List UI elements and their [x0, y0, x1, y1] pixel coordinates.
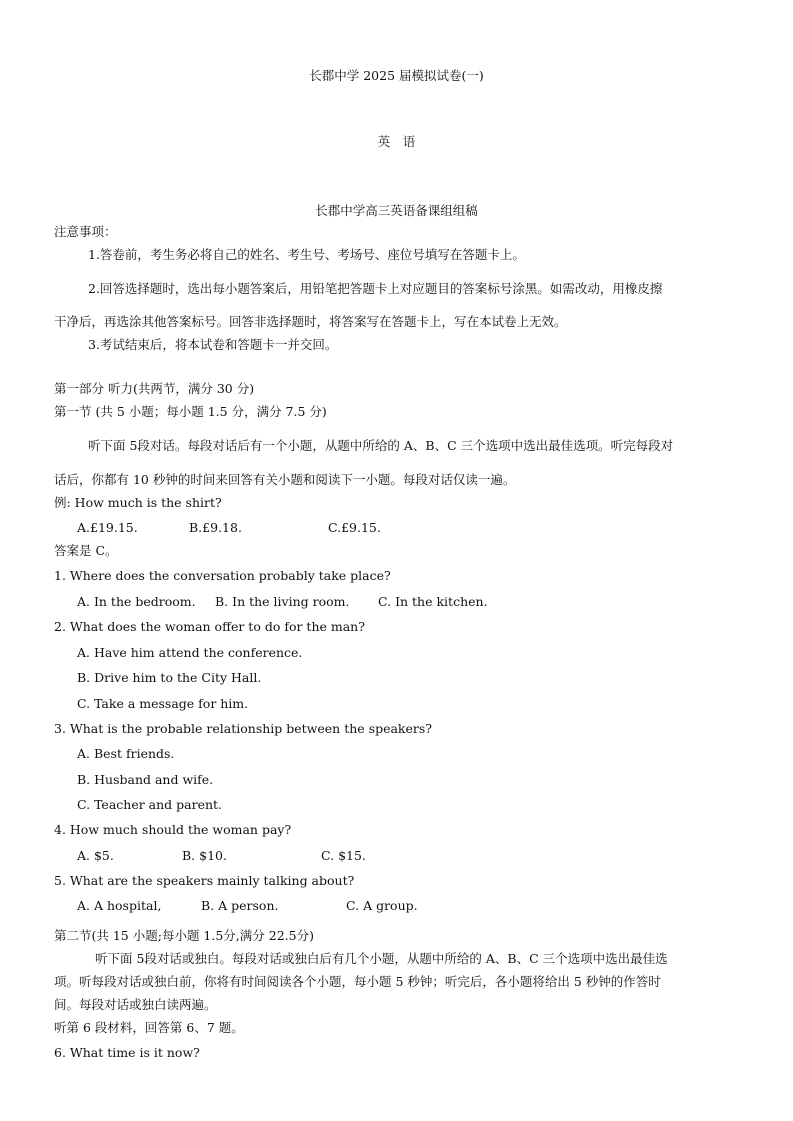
compiler-line: 长郡中学高三英语备课组组稿 — [315, 203, 478, 218]
example-option-a: A.£19.15. — [77, 520, 138, 535]
notice-heading: 注意事项： — [54, 224, 117, 239]
q4-option-c: C. $15. — [321, 848, 366, 863]
section2-instructions-line-3: 间。每段对话或独白读两遍。 — [54, 997, 217, 1012]
question-6: 6. What time is it now? — [54, 1045, 200, 1060]
exam-title: 长郡中学 2025 届模拟试卷(一) — [309, 68, 484, 83]
section1-heading: 第一节 (共 5 小题；每小题 1.5 分，满分 7.5 分) — [54, 404, 327, 419]
section2-instructions-line-1: 听下面 5段对话或独白。每段对话或独白后有几个小题，从题中所给的 A、B、C 三个选项中选出最佳选 — [95, 951, 668, 966]
q3-option-b: B. Husband and wife. — [77, 772, 214, 787]
notice-item-1: 1.答卷前，考生务必将自己的姓名、考生号、考场号、座位号填写在答题卡上。 — [88, 247, 525, 262]
q4-option-b: B. $10. — [182, 848, 227, 863]
subject-title: 英 语 — [377, 134, 416, 149]
example-question: 例: How much is the shirt? — [54, 495, 222, 510]
question-2: 2. What does the woman offer to do for the man? — [54, 619, 365, 634]
q1-option-b: B. In the living room. — [215, 594, 350, 609]
question-3: 3. What is the probable relationship between the speakers? — [54, 721, 432, 736]
q1-option-c: C. In the kitchen. — [378, 594, 488, 609]
q3-option-a: A. Best friends. — [77, 746, 175, 761]
example-answer: 答案是 C。 — [54, 543, 118, 558]
q2-option-a: A. Have him attend the conference. — [77, 645, 303, 660]
q2-option-c: C. Take a message for him. — [77, 696, 249, 711]
notice-item-2-line-2: 干净后，再选涂其他答案标号。回答非选择题时，将答案写在答题卡上，写在本试卷上无效。 — [54, 314, 567, 329]
notice-item-3: 3.考试结束后，将本试卷和答题卡一并交回。 — [88, 337, 338, 352]
question-5: 5. What are the speakers mainly talking about? — [54, 873, 355, 888]
q2-option-b: B. Drive him to the City Hall. — [77, 670, 262, 685]
section2-instructions-line-2: 项。听每段对话或独白前，你将有时间阅读各个小题，每小题 5 秒钟；听完后，各小题将给出 5 秒钟的作答时 — [54, 974, 661, 989]
q4-option-a: A. $5. — [77, 848, 114, 863]
section1-instructions-line-2: 话后，你都有 10 秒钟的时间来回答有关小题和阅读下一小题。每段对话仅读一遍。 — [54, 472, 516, 487]
q5-option-c: C. A group. — [346, 898, 418, 913]
question-4: 4. How much should the woman pay? — [54, 822, 292, 837]
q5-option-a: A. A hospital, — [77, 898, 162, 913]
q1-option-a: A. In the bedroom. — [77, 594, 196, 609]
notice-item-2-line-1: 2.回答选择题时，选出每小题答案后，用铅笔把答题卡上对应题目的答案标号涂黑。如需改动，用橡皮擦 — [88, 281, 663, 296]
section1-instructions-line-1: 听下面 5段对话。每段对话后有一个小题，从题中所给的 A、B、C 三个选项中选出最佳选项。听完每段对 — [88, 438, 674, 453]
material-6-heading: 听第 6 段材料，回答第 6、7 题。 — [54, 1020, 244, 1035]
q3-option-c: C. Teacher and parent. — [77, 797, 223, 812]
example-option-b: B.£9.18. — [189, 520, 242, 535]
example-option-c: C.£9.15. — [328, 520, 381, 535]
q5-option-b: B. A person. — [201, 898, 279, 913]
part1-heading: 第一部分 听力(共两节，满分 30 分) — [54, 381, 255, 396]
section2-heading: 第二节(共 15 小题;每小题 1.5分,满分 22.5分) — [54, 928, 314, 943]
question-1: 1. Where does the conversation probably take place? — [54, 568, 391, 583]
